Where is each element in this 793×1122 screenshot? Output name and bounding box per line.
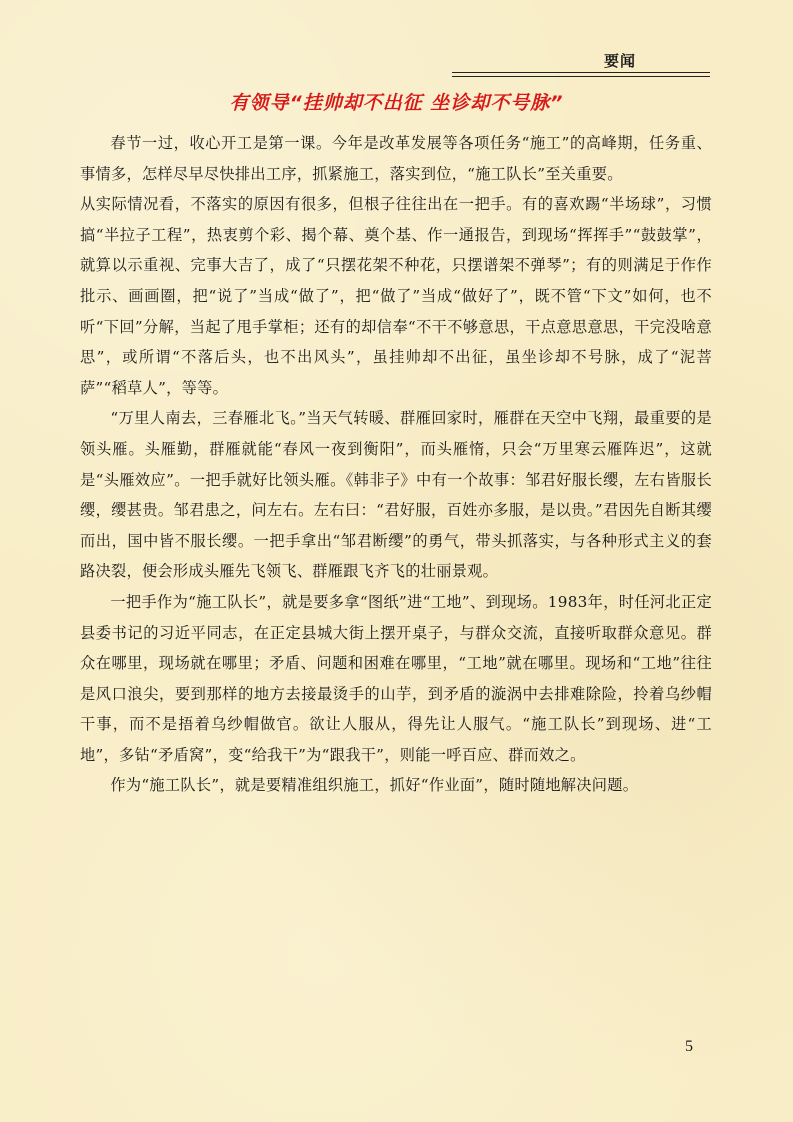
- section-label: 要闻: [604, 52, 637, 70]
- page-number: 5: [685, 1038, 693, 1055]
- article-paragraph: 一把手作为“施工队长”，就是要多拿“图纸”进“工地”、到现场。1983年，时任河北正定县委书记的习近平同志，在正定县城大街上摆开桌子，与群众交流，直接听取群众意见。群众在哪里，现场就在哪里；矛盾、问题和困难在哪里，“工地”就在哪里。现场和“工地”往往是风口浪尖，要到那样的地方去接最烫手的山芋，到矛盾的漩涡中去排难除险，拎着乌纱帽干事，而不是捂着乌纱帽做官。欲让人服从，得先让人服气。“施工队长”到现场、进“工地”，多钻“矛盾窝”，变“给我干”为“跟我干”，则能一呼百应、群而效之。: [80, 592, 712, 764]
- article-title: 有领导“挂帅却不出征 坐诊却不号脉”: [229, 92, 564, 114]
- article-paragraph: 春节一过，收心开工是第一课。今年是改革发展等各项任务“施工”的高峰期，任务重、事情多，怎样尽早尽快排出工序，抓紧施工，落实到位，“施工队长”至关重要。: [80, 134, 712, 183]
- article-paragraph: 从实际情况看，不落实的原因有很多，但根子往往出在一把手。有的喜欢踢“半场球”，习惯搞“半拉子工程”，热衷剪个彩、揭个幕、奠个基、作一通报告，到现场“挥挥手”“鼓鼓掌”，就算以示重视、完事大吉了，成了“只摆花架不种花，只摆谱架不弹琴”；有的则满足于作作批示、画画圈，把“说了”当成“做了”，把“做了”当成“做好了”，既不管“下文”如何，也不听“下回”分解，当起了甩手掌柜；还有的却信奉“不干不够意思，干点意思意思，干完没啥意思”，或所谓“不落后头，也不出风头”，虽挂帅却不出征，虽坐诊却不号脉，成了“泥菩萨”“稻草人”，等等。: [80, 195, 712, 397]
- article-paragraph: 作为“施工队长”，就是要精准组织施工，抓好“作业面”，随时随地解决问题。: [110, 776, 639, 795]
- header-rule-bottom: [452, 76, 710, 77]
- header-rule-top: [452, 72, 710, 73]
- article-body: [80, 128, 712, 801]
- article-paragraph: “万里人南去，三春雁北飞。”当天气转暖、群雁回家时，雁群在天空中飞翔，最重要的是领头雁。头雁勤，群雁就能“春风一夜到衡阳”，而头雁惰，只会“万里寒云雁阵迟”，这就是“头雁效应”。一把手就好比领头雁。《韩非子》中有一个故事：邹君好服长缨，左右皆服长缨，缨甚贵。邹君患之，问左右。左右曰：“君好服，百姓亦多服，是以贵。”君因先自断其缨而出，国中皆不服长缨。一把手拿出“邹君断缨”的勇气，带头抓落实，与各种形式主义的套路决裂，便会形成头雁先飞领飞、群雁跟飞齐飞的壮丽景观。: [80, 409, 712, 581]
